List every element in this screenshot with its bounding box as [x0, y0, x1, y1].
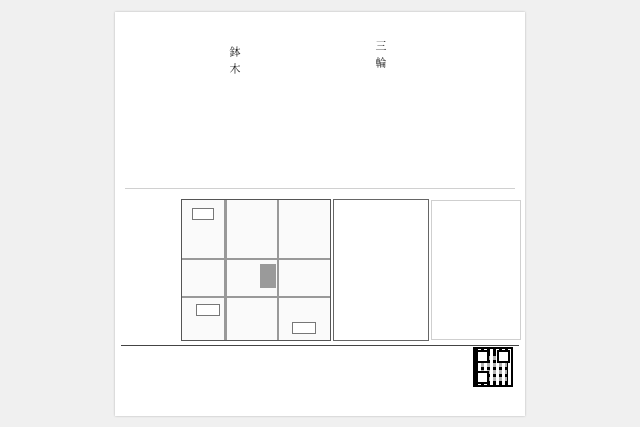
text-column [431, 200, 521, 340]
map-box [292, 322, 316, 334]
info-box [333, 199, 429, 341]
fold-line [125, 188, 515, 189]
program-sheet [115, 12, 525, 416]
title-char: 三 [374, 40, 387, 51]
qr-code[interactable] [473, 347, 513, 387]
map-box [196, 304, 220, 316]
title-char: 木 [228, 63, 241, 74]
venue-marker [260, 264, 276, 288]
access-map [181, 199, 331, 341]
map-box [192, 208, 214, 220]
title-char: 鉢 [228, 46, 241, 57]
footer-rule [121, 345, 519, 346]
title-char: 輪 [374, 57, 387, 68]
footer-notes [121, 347, 519, 409]
